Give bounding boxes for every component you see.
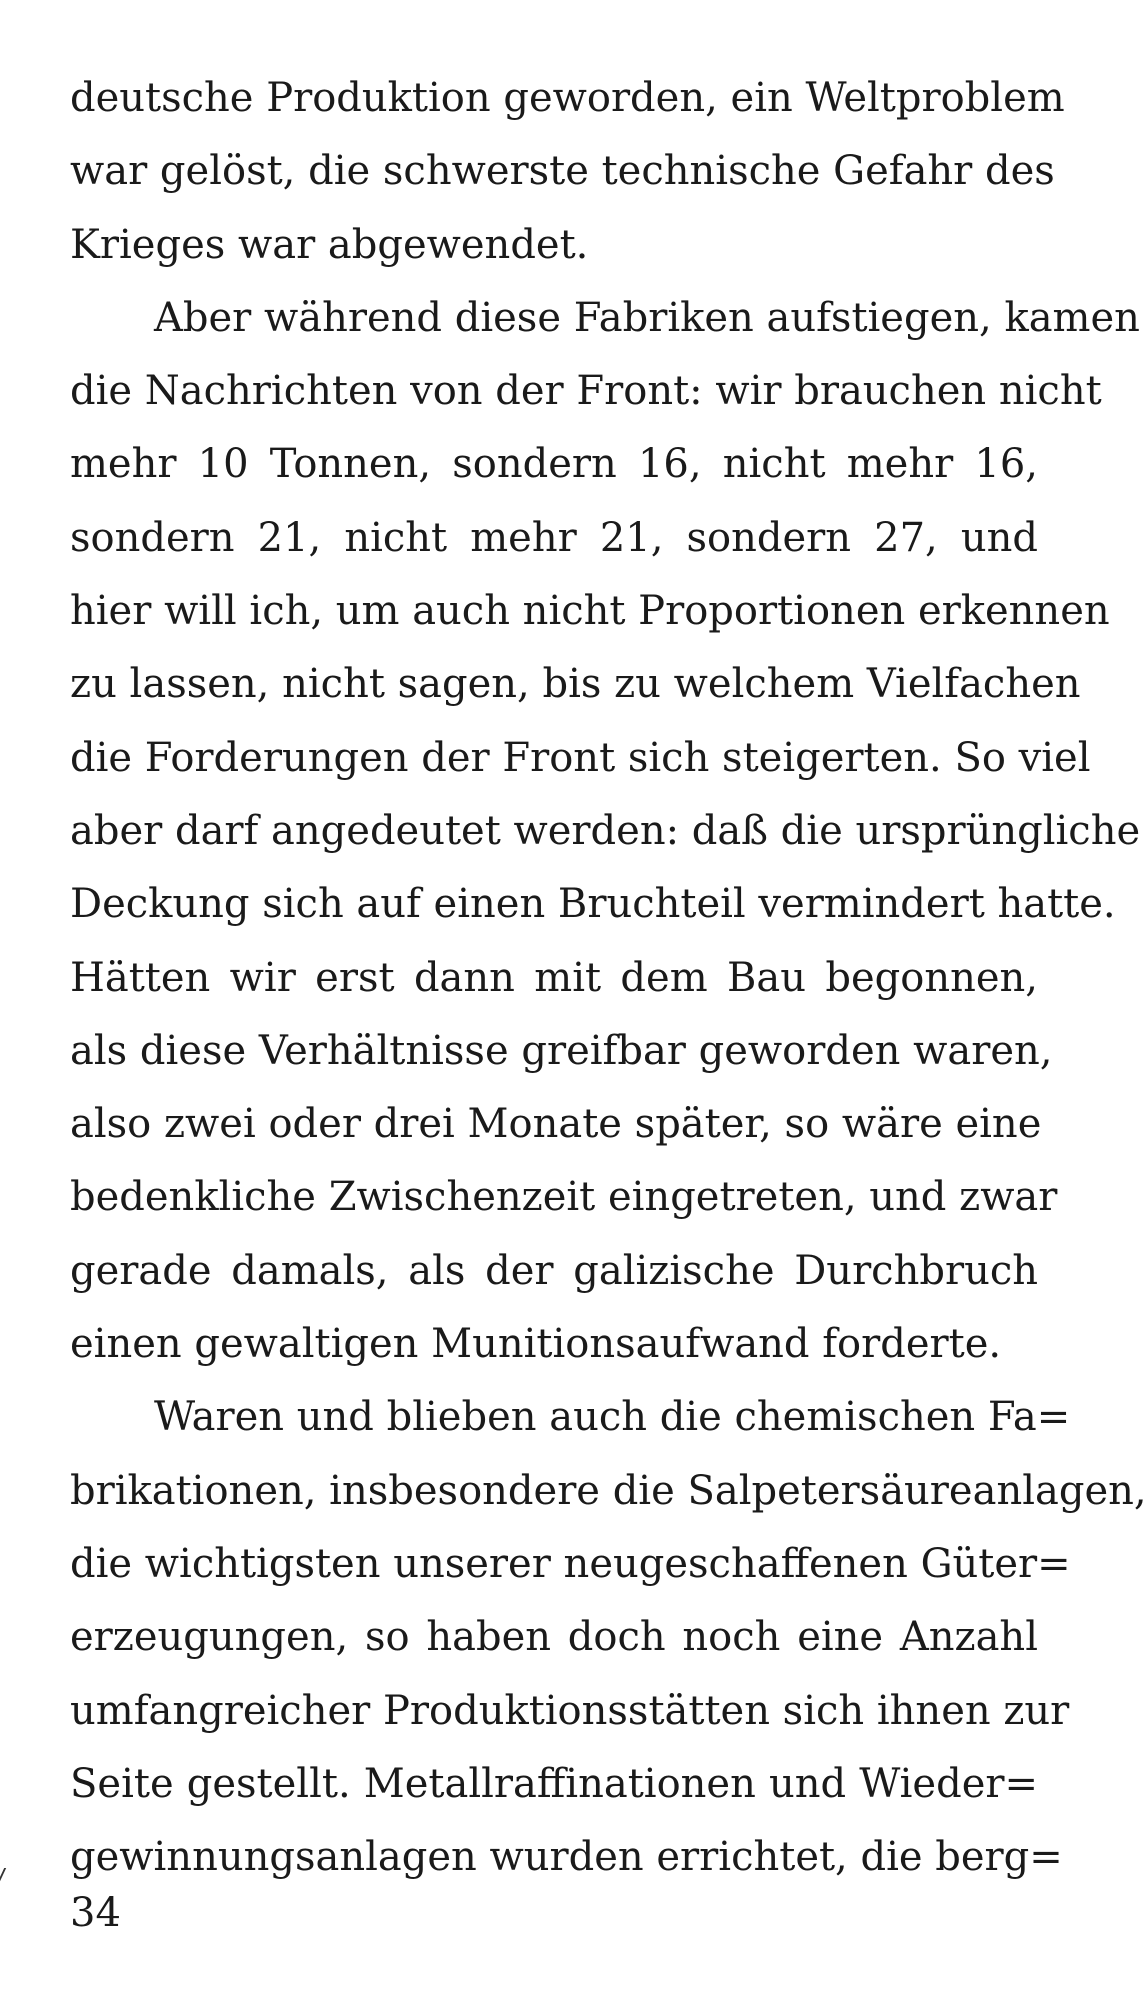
text-line: brikationen, insbesondere die Salpetersäureanlagen,: [70, 1467, 1147, 1514]
text-line: einen gewaltigen Munitionsaufwand forderte.: [70, 1321, 1002, 1368]
text-line: deutsche Produktion geworden, ein Weltproblem: [70, 75, 1065, 121]
page-number: 34: [70, 1890, 121, 1936]
text-line: Deckung sich auf einen Bruchteil vermindert hatte.: [70, 881, 1116, 928]
text-line: Hätten wir erst dann mit dem Bau begonnen,: [70, 954, 1038, 1001]
margin-mark: [0, 1868, 16, 1886]
text-line: war gelöst, die schwerste technische Gefahr des: [70, 148, 1055, 195]
text-line: gewinnungsanlagen wurden errichtet, die berg=: [70, 1834, 1063, 1881]
text-line: die Forderungen der Front sich steigerten. So viel: [70, 734, 1091, 781]
text-line: bedenkliche Zwischenzeit eingetreten, und zwar: [70, 1174, 1058, 1221]
text-line: hier will ich, um auch nicht Proportionen erkennen: [70, 588, 1110, 635]
text-line: also zwei oder drei Monate später, so wäre eine: [70, 1101, 1042, 1148]
text-line: als diese Verhältnisse greifbar geworden waren,: [70, 1027, 1053, 1074]
text-line: die wichtigsten unserer neugeschaffenen Güter=: [70, 1540, 1071, 1587]
text-line: umfangreicher Produktionsstätten sich ihnen zur: [70, 1687, 1070, 1734]
text-line: erzeugungen, so haben doch noch eine Anzahl: [70, 1614, 1038, 1661]
text-line: Waren und blieben auch die chemischen Fa=: [154, 1394, 1071, 1441]
text-line: die Nachrichten von der Front: wir brauchen nicht: [70, 368, 1102, 415]
text-line: zu lassen, nicht sagen, bis zu welchem Vielfachen: [70, 661, 1081, 708]
text-line: Seite gestellt. Metallraffinationen und Wieder=: [70, 1760, 1038, 1807]
text-line: Krieges war abgewendet.: [70, 221, 589, 268]
body-text: [70, 62, 1147, 1894]
text-line: aber darf angedeutet werden: daß die ursprüngliche: [70, 807, 1141, 854]
text-line: sondern 21, nicht mehr 21, sondern 27, und: [70, 514, 1038, 561]
text-line: Aber während diese Fabriken aufstiegen, kamen: [154, 294, 1140, 341]
text-line: mehr 10 Tonnen, sondern 16, nicht mehr 16,: [70, 441, 1038, 488]
text-line: gerade damals, als der galizische Durchbruch: [70, 1247, 1038, 1294]
